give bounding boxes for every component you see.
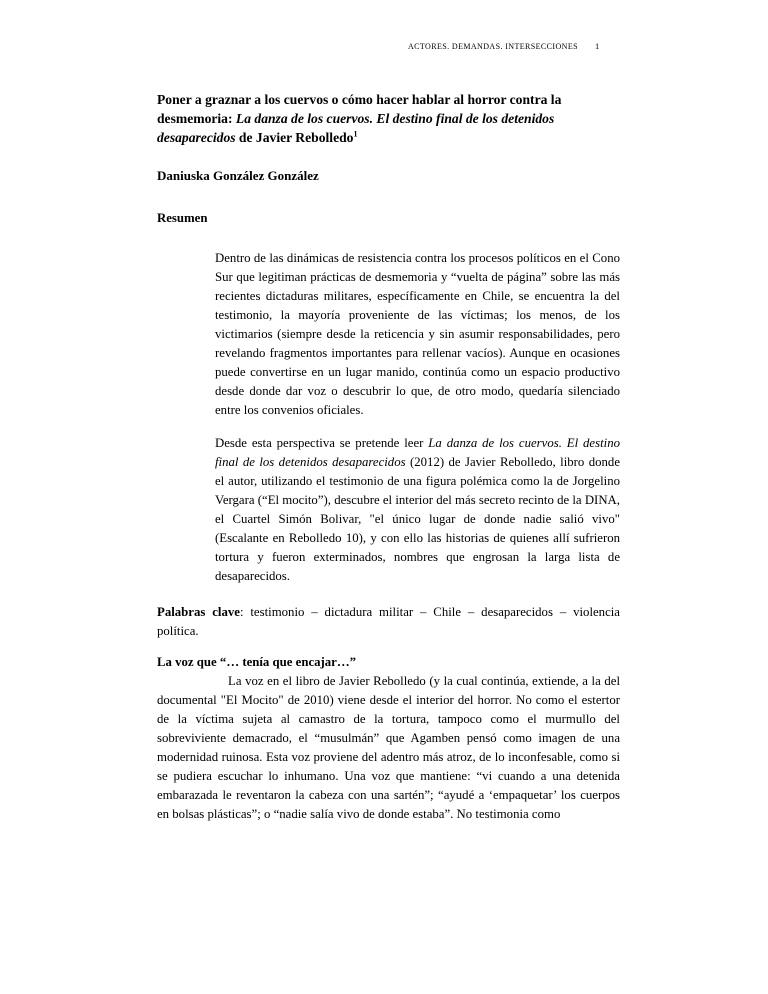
page-number: 1 xyxy=(594,41,600,51)
abstract-paragraph-1: Dentro de las dinámicas de resistencia contra los procesos políticos en el Cono Sur que legitiman prácticas de desmemoria y “vuelta de página” sobre las más recientes dictaduras militares, específicamente en Chile, se encuentra la del testimonio, la mayoría proveniente de las víctimas; los menos, de los victimarios (siempre desde la reticencia y sin asumir responsabilidades, pero revelando fragmentos importantes para rellenar vacíos). Aunque en ocasiones puede convertirse en un lugar manido, continúa como un espacio productivo desde donde dar voz o descubrir lo que, de otro modo, quedaría silenciado entre los convenios oficiales. xyxy=(215,251,620,417)
body-paragraph: La voz en el libro de Javier Rebolledo (y la cual continúa, extiende, a la del documental "El Mocito" de 2010) viene desde el interior del horror. No como el estertor de la víctima sujeta al camastro de la tortura, tampoco como el murmullo del sobreviviente demacrado, el “musulmán” que Agamben pensó como imagen de una modernidad ruinosa. Esta voz proviene del adentro más atroz, de lo inconfesable, como si se pudiera escuchar lo inhumano. Una voz que mantiene: “vi cuando a una detenida embarazada le reventaron la cabeza con una sartén”; “ayudé a ‘empaquetar’ los cuerpos en bolsas plásticas”; o “nadie salía vivo de donde estaba”. No testimonia como xyxy=(157,674,620,821)
keywords-line: Palabras clave: testimonio – dictadura militar – Chile – desaparecidos – violencia política. xyxy=(157,605,620,638)
running-title: ACTORES. DEMANDAS. INTERSECCIONES xyxy=(408,42,578,51)
running-header xyxy=(408,41,600,51)
abstract-paragraph-2: Desde esta perspectiva se pretende leer La danza de los cuervos. El destino final de los detenidos desaparecidos (2012) de Javier Rebolledo, libro donde el autor, utilizando el testimonio de una figura polémica como la de Jorgelino Vergara (“El mocito”), descubre el interior del más secreto recinto de la DINA, el Cuartel Simón Bolivar, "el único lugar de donde nadie salió vivo" (Escalante en Rebolledo 10), y con ello las historias de quienes allí sufrieron tortura y fueron exterminados, nombres que engrosan la larga lista de desaparecidos. xyxy=(215,436,620,583)
section-heading: La voz que “… tenía que encajar…” xyxy=(157,655,357,669)
article-content xyxy=(157,90,620,824)
abstract-heading: Resumen xyxy=(157,211,208,225)
article-title: Poner a graznar a los cuervos o cómo hacer hablar al horror contra la desmemoria: La danza de los cuervos. El destino final de los detenidos desaparecidos de Javier Rebolledo$^1$ xyxy=(157,92,562,145)
abstract-block xyxy=(215,249,620,586)
author-name: Daniuska González González xyxy=(157,168,319,183)
